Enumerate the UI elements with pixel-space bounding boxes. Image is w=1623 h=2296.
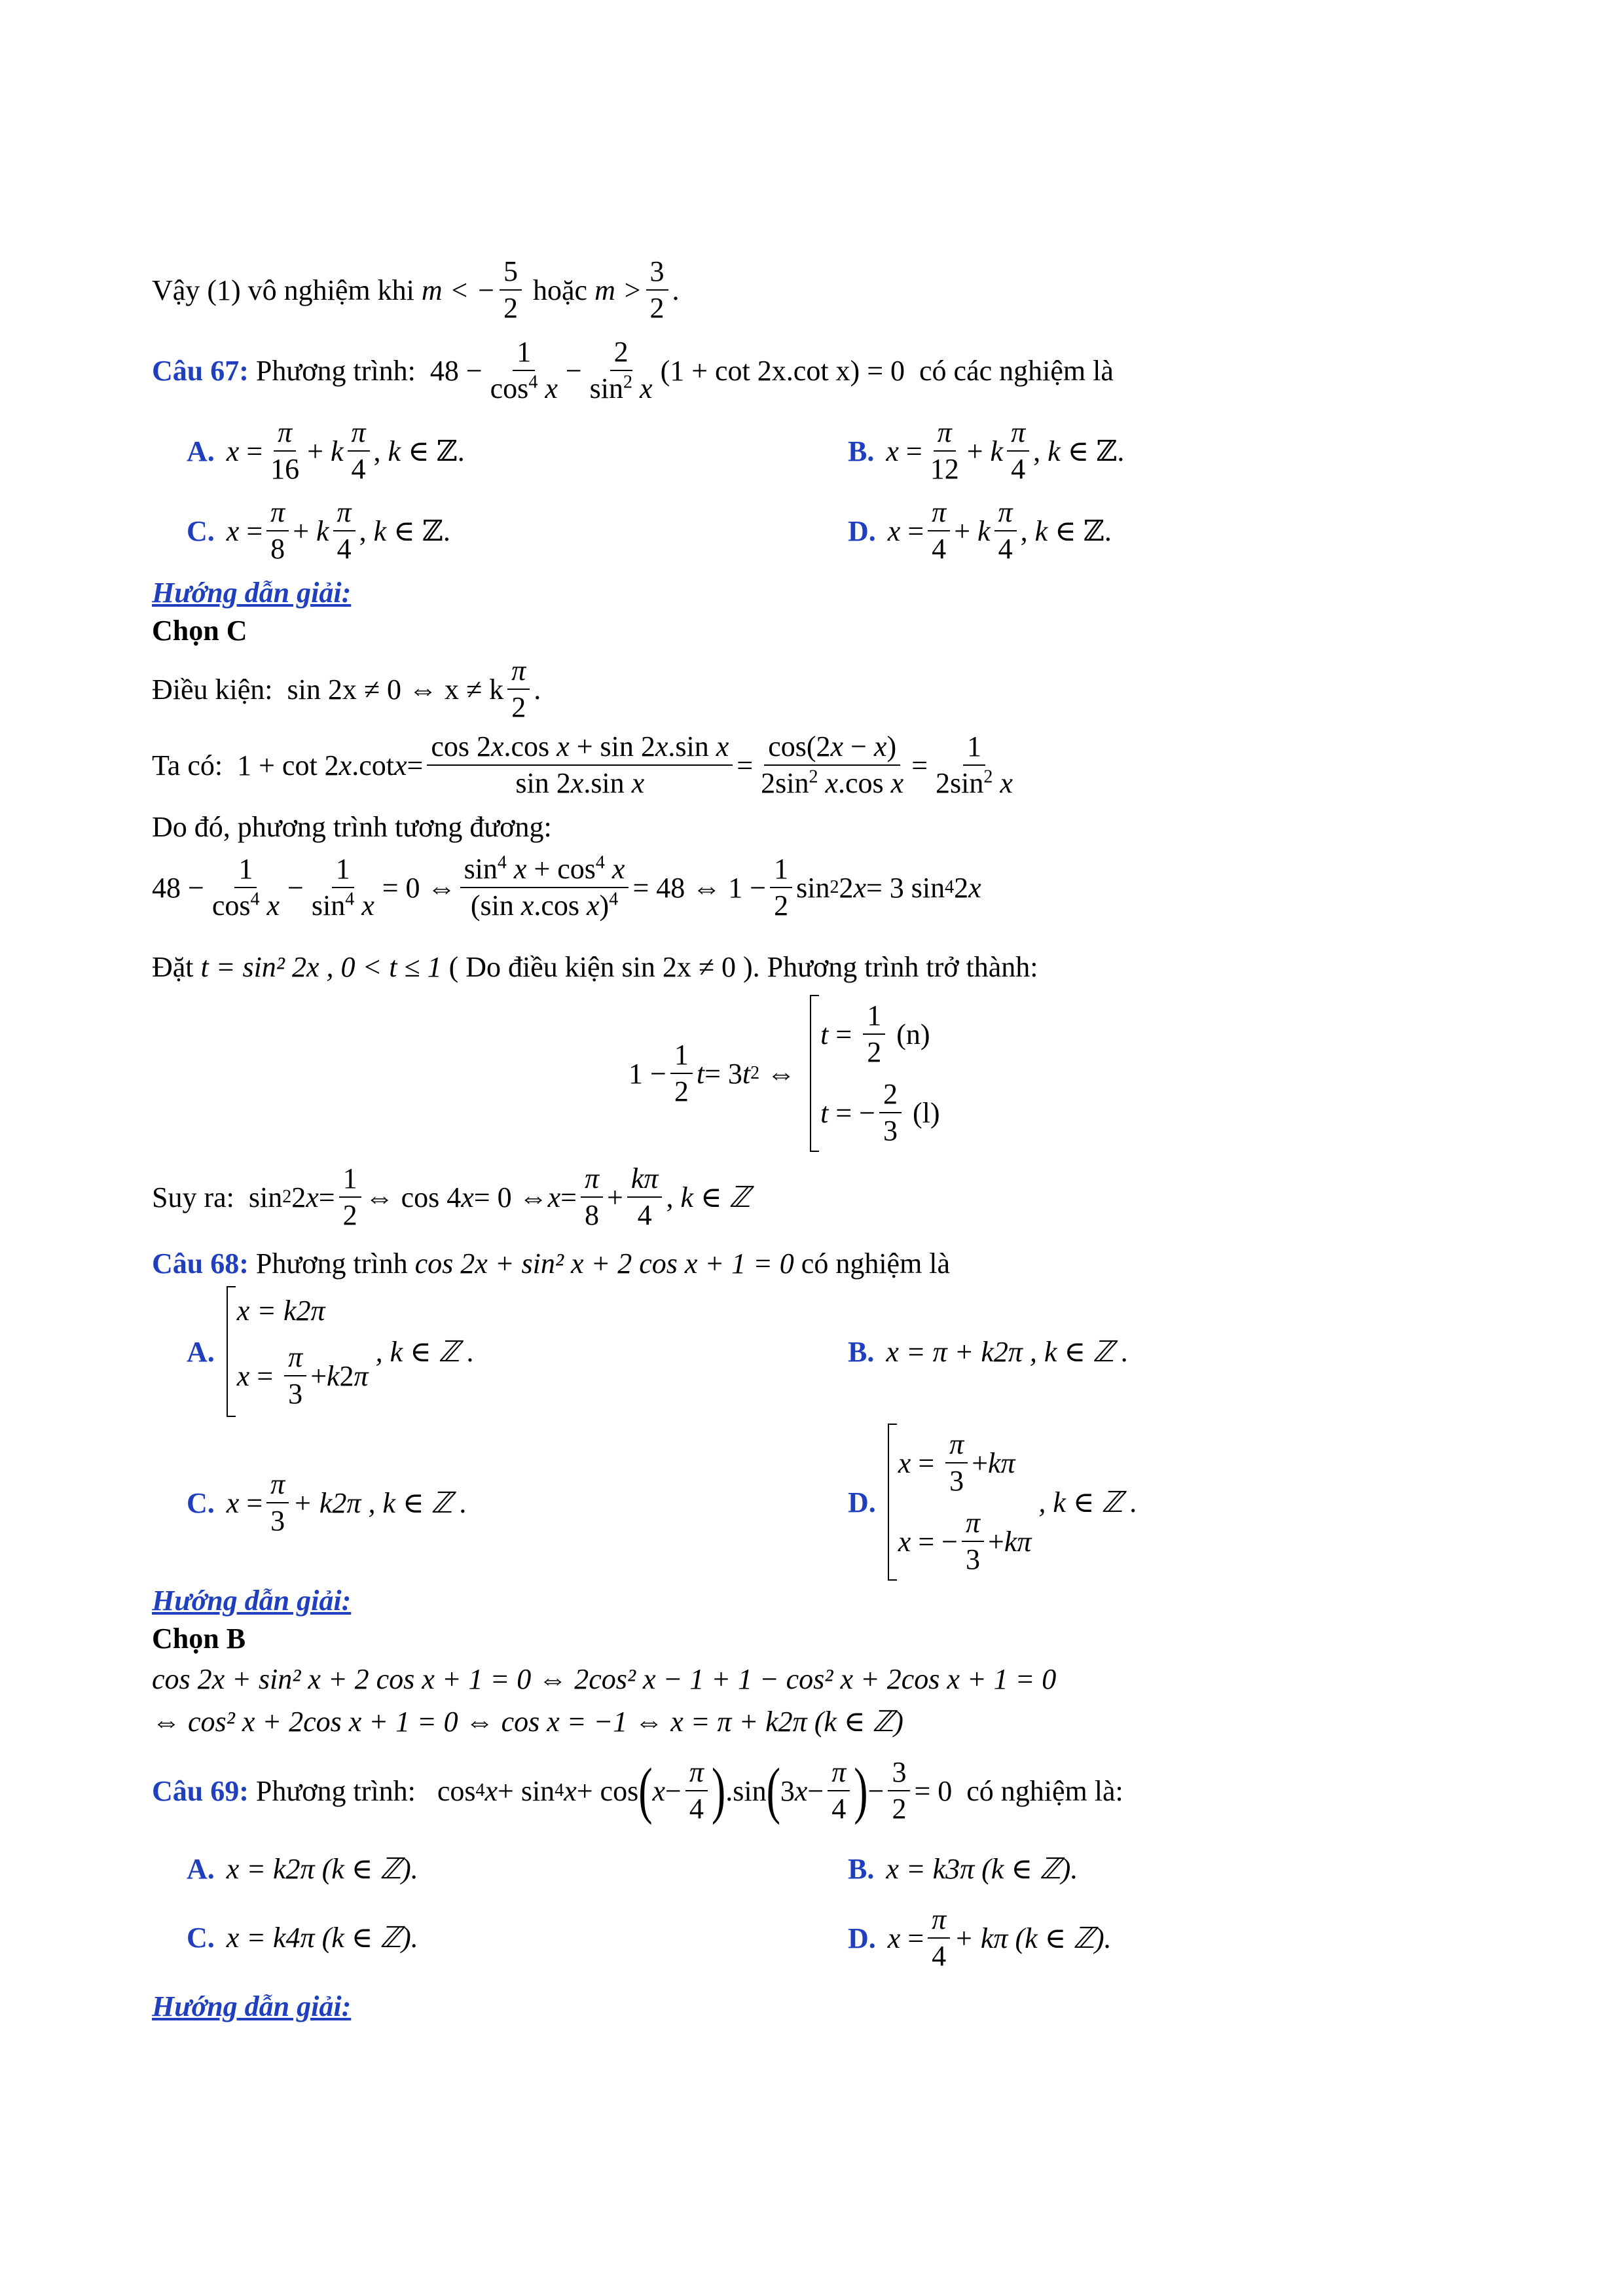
q68-option-b[interactable]: B. x = π + k2π , k ∈ ℤ .	[848, 1336, 1129, 1368]
intro-frac-2: $\frac{3}{2}$	[646, 257, 668, 323]
intro-line: Vậy (1) vô nghiệm khi m < − $\frac{5}{2}$ hoặc m > $\frac{3}{2}$ .	[152, 255, 680, 325]
q67-case-system: t = $\frac{1}{2}$ (n) t = − $\frac{2}{3}$ (l)	[810, 995, 939, 1152]
q67-statement: Câu 67: Phương trình: 48 − $\frac{1}{\cos^4 x}$ − $\frac{2}{\sin^2 x}$ (1 + cot 2x.cot x) = 0 có các nghiệm là	[152, 336, 1114, 405]
q69-option-a-label: A.	[187, 1853, 215, 1885]
q68-option-d[interactable]: D. x = $\frac{\pi}{3}$ + kπ x = − $\frac{\pi}{3}$ + kπ , k ∈ ℤ .	[848, 1424, 1137, 1581]
q67-equivalent-eq: 48 − $\frac{1}{\cos^4 x}$ − $\frac{1}{\sin^4 x}$ = 0 ⇔ $\frac{\sin^4 x + \cos^4 x}{(\sin x.\cos x)^4}$ = 48 ⇔ 1 − $\frac{1}{2}$ sin 2 2 x = 3 sin 4 2 x	[152, 852, 981, 922]
q67-option-b[interactable]: B. x = $\frac{\pi}{12}$ + k $\frac{\pi}{4}$ , k ∈ ℤ .	[848, 416, 1125, 486]
q68-label: Câu 68:	[152, 1247, 249, 1280]
intro-frac-1: $\frac{5}{2}$	[500, 257, 522, 323]
q69-option-a[interactable]: A. x = k2π (k ∈ ℤ).	[187, 1853, 418, 1885]
q67-guide-heading: Hướng dẫn giải:	[152, 577, 352, 609]
q68-option-a-label: A.	[187, 1335, 215, 1368]
q69-label: Câu 69:	[152, 1774, 249, 1807]
q67-condition: Điều kiện: sin 2x ≠ 0 ⇔ x ≠ k $\frac{\pi}{2}$ .	[152, 655, 541, 724]
q67-taco: Ta có: 1 + cot 2 x .cot x = $\frac{\text{cos 2x.cos x + sin 2x.sin x}}{\text{sin 2x.sin x}}$ = $\frac{\cos(2x - x)}{2\sin^2 x.\cos x}$ = $\frac{1}{2\sin^2 x}$	[152, 730, 1013, 800]
q68-option-a[interactable]: A. x = k2π x = $\frac{\pi}{3}$ + k 2 π , k ∈ ℤ .	[187, 1286, 474, 1417]
intro-text-3: vô nghiệm khi	[247, 274, 414, 306]
intro-text-1: Vậy	[152, 274, 200, 306]
intro-cond-1: m < −	[421, 274, 496, 306]
q69-statement: Câu 69: Phương trình: cos 4 x + sin 4 x + cos ( x − $\frac{\pi}{4}$ ) .sin ( 3 x − $\frac{\pi}{4}$ ) − $\frac{3}{2}$ = 0 có nghiệm là:	[152, 1755, 1123, 1825]
q68-option-c[interactable]: C. x = $\frac{\pi}{3}$ + k2π , k ∈ ℤ .	[187, 1468, 467, 1537]
q69-option-d-label: D.	[848, 1922, 876, 1954]
intro-cond-2: m >	[594, 274, 642, 306]
q67-doido: Do đó, phương trình tương đương:	[152, 811, 552, 843]
q69-option-c-label: C.	[187, 1922, 215, 1954]
q69-option-c[interactable]: C. x = k4π (k ∈ ℤ).	[187, 1922, 418, 1954]
q68-option-b-label: B.	[848, 1336, 875, 1368]
q67-ending: có các nghiệm là	[919, 354, 1114, 387]
q68-solution-line-2: ⇔ cos² x + 2cos x + 1 = 0 ⇔ cos x = −1 ⇔ x = π + k2π (k ∈ ℤ)	[152, 1706, 903, 1738]
q67-frac-cos: $\frac{1}{\cos^4 x}$	[490, 336, 558, 405]
q67-option-b-label: B.	[848, 435, 875, 467]
q69-option-d[interactable]: D. x = $\frac{\pi}{4}$ + kπ (k ∈ ℤ).	[848, 1903, 1112, 1973]
q67-conclusion: Suy ra: sin 2 2 x = $\frac{1}{2}$ ⇔ cos 4 x = 0 ⇔ x = $\frac{\pi}{8}$ + $\frac{k\pi}{4}$ , k ∈ ℤ	[152, 1162, 751, 1232]
intro-or: hoặc	[533, 274, 588, 306]
q68-answer: Chọn B	[152, 1623, 246, 1655]
q68-option-d-label: D.	[848, 1486, 876, 1518]
q67-option-a-label: A.	[187, 435, 215, 467]
q68-statement: Câu 68: Phương trình cos 2x + sin² x + 2 cos x + 1 = 0 có nghiệm là	[152, 1247, 951, 1280]
q68-solution-line-1: cos 2x + sin² x + 2 cos x + 1 = 0 ⇔ 2cos² x − 1 + 1 − cos² x + 2cos x + 1 = 0	[152, 1663, 1057, 1695]
q67-quadratic: 1 − $\frac{1}{2}$ t = 3 t 2 ⇔ t = $\frac{1}{2}$ (n) t = − $\frac{2}{3}$ (l)	[629, 995, 940, 1152]
intro-text-2: (1)	[207, 274, 241, 306]
q67-text: Phương trình:	[255, 354, 416, 387]
q67-option-d[interactable]: D. x = $\frac{\pi}{4}$ + k $\frac{\pi}{4}$ , k ∈ ℤ .	[848, 496, 1112, 565]
q67-option-c[interactable]: C. x = $\frac{\pi}{8}$ + k $\frac{\pi}{4}$ , k ∈ ℤ .	[187, 496, 450, 565]
q67-label: Câu 67:	[152, 354, 249, 387]
q67-eq-tail: (1 + cot 2x.cot x) = 0	[660, 354, 905, 387]
q67-eq-48: 48 −	[429, 354, 483, 387]
q69-guide-heading: Hướng dẫn giải:	[152, 1990, 352, 2022]
q67-answer: Chọn C	[152, 615, 247, 647]
q67-option-c-label: C.	[187, 514, 215, 547]
q68-guide-heading: Hướng dẫn giải:	[152, 1585, 352, 1617]
q67-frac-sin: $\frac{2}{\sin^2 x}$	[589, 336, 653, 405]
q67-option-d-label: D.	[848, 514, 876, 547]
q69-option-b[interactable]: B. x = k3π (k ∈ ℤ).	[848, 1853, 1078, 1885]
q68-option-c-label: C.	[187, 1486, 215, 1519]
q67-substitution: Đặt t = sin² 2x , 0 < t ≤ 1 ( Do điều kiện sin 2x ≠ 0 ). Phương trình trở thành:	[152, 951, 1038, 983]
q67-option-a[interactable]: A. x = $\frac{\pi}{16}$ + k $\frac{\pi}{4}$ , k ∈ ℤ .	[187, 416, 465, 486]
q69-option-b-label: B.	[848, 1853, 875, 1885]
